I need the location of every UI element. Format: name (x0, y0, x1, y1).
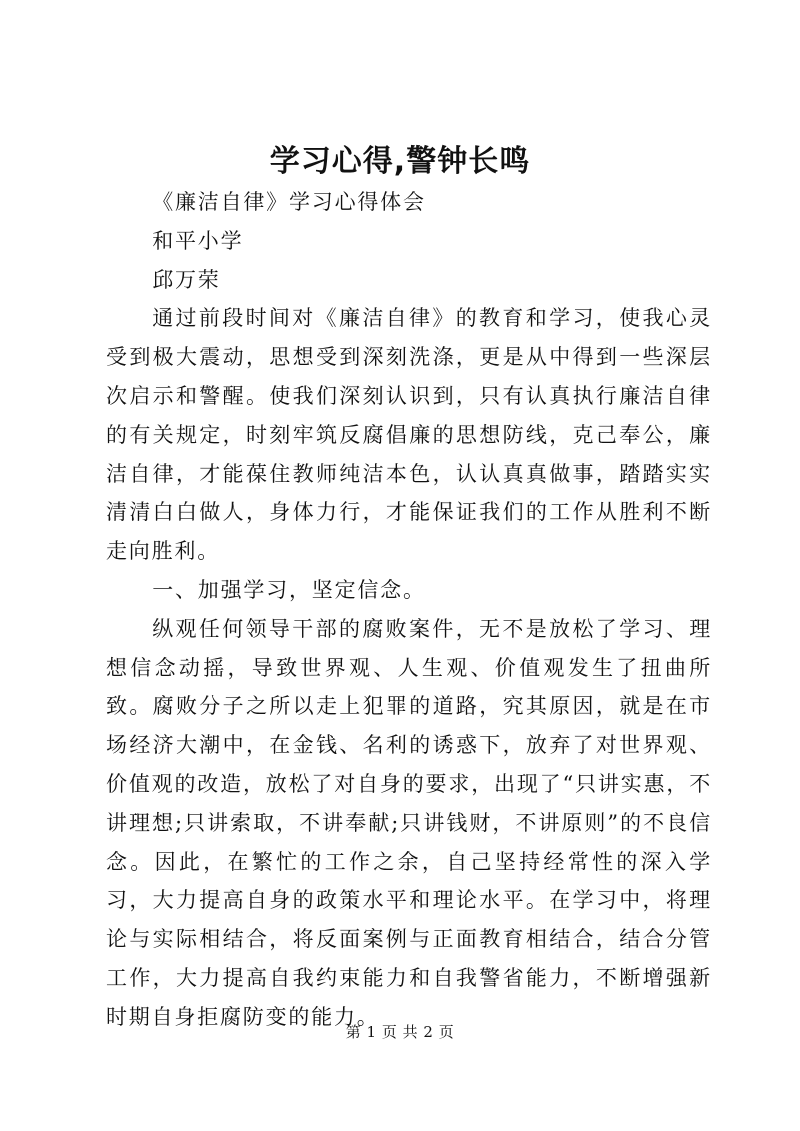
paragraph-section-body: 纵观任何领导干部的腐败案件，无不是放松了学习、理想信念动摇，导致世界观、人生观、价值观发生了扭曲所致。腐败分子之所以走上犯罪的道路，究其原因，就是在市场经济大潮中，在金钱、名利的诱惑下，放弃了对世界观、价值观的改造，放松了对自身的要求，出现了“只讲实惠，不讲理想;只讲索取，不讲奉献;只讲钱财，不讲原则”的不良信念。因此，在繁忙的工作之余，自己坚持经常性的深入学习，大力提高自身的政策水平和理论水平。在学习中，将理论与实际相结合，将反面案例与正面教育相结合，结合分管工作，大力提高自我约束能力和自我警省能力，不断增强新时期自身拒腐防变的能力。 (106, 616, 712, 1029)
document-title: 学习心得,警钟长鸣 (269, 144, 531, 179)
document-body (106, 183, 712, 1037)
page-footer: 第 1 页 共 2 页 (345, 1023, 455, 1041)
paragraph-school: 和平小学 (152, 228, 244, 253)
paragraph-subtitle: 《廉洁自律》学习心得体会 (152, 190, 426, 214)
paragraph-section-heading: 一、加强学习，坚定信念。 (152, 577, 426, 602)
paragraph-intro: 通过前段时间对《廉洁自律》的教育和学习，使我心灵受到极大震动，思想受到深刻洗涤，更是从中得到一些深层次启示和警醒。使我们深刻认识到，只有认真执行廉洁自律的有关规定，时刻牢筑反腐倡廉的思想防线，克己奉公，廉洁自律，才能葆住教师纯洁本色，认认真真做事，踏踏实实清清白白做人，身体力行，才能保证我们的工作从胜利不断走向胜利。 (106, 306, 712, 564)
paragraph-author: 邱万荣 (152, 267, 221, 292)
